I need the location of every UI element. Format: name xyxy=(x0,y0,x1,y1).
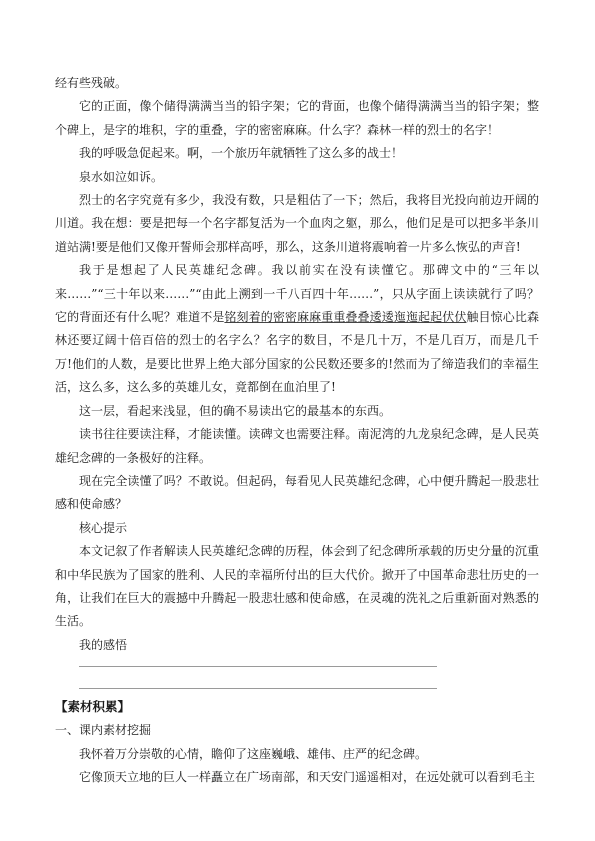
document-body xyxy=(55,72,539,789)
paragraph-heroes-part1: 我于是想起了人民英雄纪念碑。我以前实在没有读懂它。那碑文中的“三年以来……”“三十年以来……”“由此上溯到一千八百四十年……”，只从字面上读读就行了吗？它的背面还有什么呢？难道不是 xyxy=(55,263,539,325)
paragraph-breath: 我的呼吸急促起来。啊，一个旅历年就牺牲了这么多的战士！ xyxy=(79,146,404,161)
paragraph-heroes-monument xyxy=(55,259,539,399)
paragraph-spring: 泉水如泣如诉。 xyxy=(79,169,164,184)
paragraph-heroes-part2: 触目惊心比森林还要辽阔十倍百倍的烈士的名字么？名字的数目，不是几十万，不是几百万，而是几千万!他们的人数，是要比世界上绝大部分国家的公民数还要多的!然而为了缔造我们的幸福生活，这么多，这么多的英雄儿女，竟都倒在血泊里了! xyxy=(55,310,539,395)
core-tip-heading: 核心提示 xyxy=(79,520,128,535)
core-tip-text: 本文记叙了作者解读人民英雄纪念碑的历程，体会到了纪念碑所承载的历史分量的沉重和中华民族为了国家的胜利、人民的幸福所付出的巨大代价。掀开了中国革命悲壮历史的一角，让我们在巨大的震撼中升腾起一股悲壮感和使命感，在灵魂的洗礼之后重新面对熟悉的生活。 xyxy=(55,544,539,629)
material-paragraph-1: 我怀着万分崇敬的心情，瞻仰了这座巍峨、雄伟、庄严的纪念碑。 xyxy=(79,746,428,761)
paragraph-continuation: 经有些残破。 xyxy=(55,76,128,90)
paragraph-this-layer: 这一层，看起来浅显，但的确不易读出它的最基本的东西。 xyxy=(79,403,392,418)
paragraph-monument-faces: 它的正面，像个储得满满当当的铅字架；它的背面，也像个储得满满当当的铅字架；整个碑上，是字的堆积，字的重叠，字的密密麻麻。什么字？森林一样的烈士的名字！ xyxy=(55,99,539,137)
paragraph-annotation: 读书往往要读注释，才能读懂。读碑文也需要注释。南泥湾的九龙泉纪念碑，是人民英雄纪念碑的一条极好的注释。 xyxy=(55,427,539,465)
answer-line-1 xyxy=(79,666,437,667)
my-insight-heading: 我的感悟 xyxy=(79,637,128,652)
section-title: 【素材积累】 xyxy=(55,699,131,715)
paragraph-understand: 现在完全读懂了吗？不敢说。但起码，每看见人民英雄纪念碑，心中便升腾起一股悲壮感和使命感？ xyxy=(55,473,539,512)
paragraph-names-count: 烈士的名字究竟有多少，我没有数，只是粗估了一下；然后，我将目光投向前边开阔的川道。我在想：要是把每一个名字都复活为一个血肉之躯，那么，他们足是可以把多半条川道站满!要是他们又像开誓师会那样高呼，那么，这条川道将震响着一片多么恢弘的声音! xyxy=(55,193,539,254)
material-paragraph-2: 它像顶天立地的巨人一样矗立在广场南部，和天安门遥遥相对，在远处就可以看到毛主 xyxy=(79,769,536,784)
answer-line-2 xyxy=(79,688,437,689)
subsection-title: 一、课内素材挖掘 xyxy=(55,723,152,738)
underlined-phrase: 铭刻着的密密麻麻重重叠叠逶逶迤迤起起伏伏 xyxy=(224,310,467,325)
